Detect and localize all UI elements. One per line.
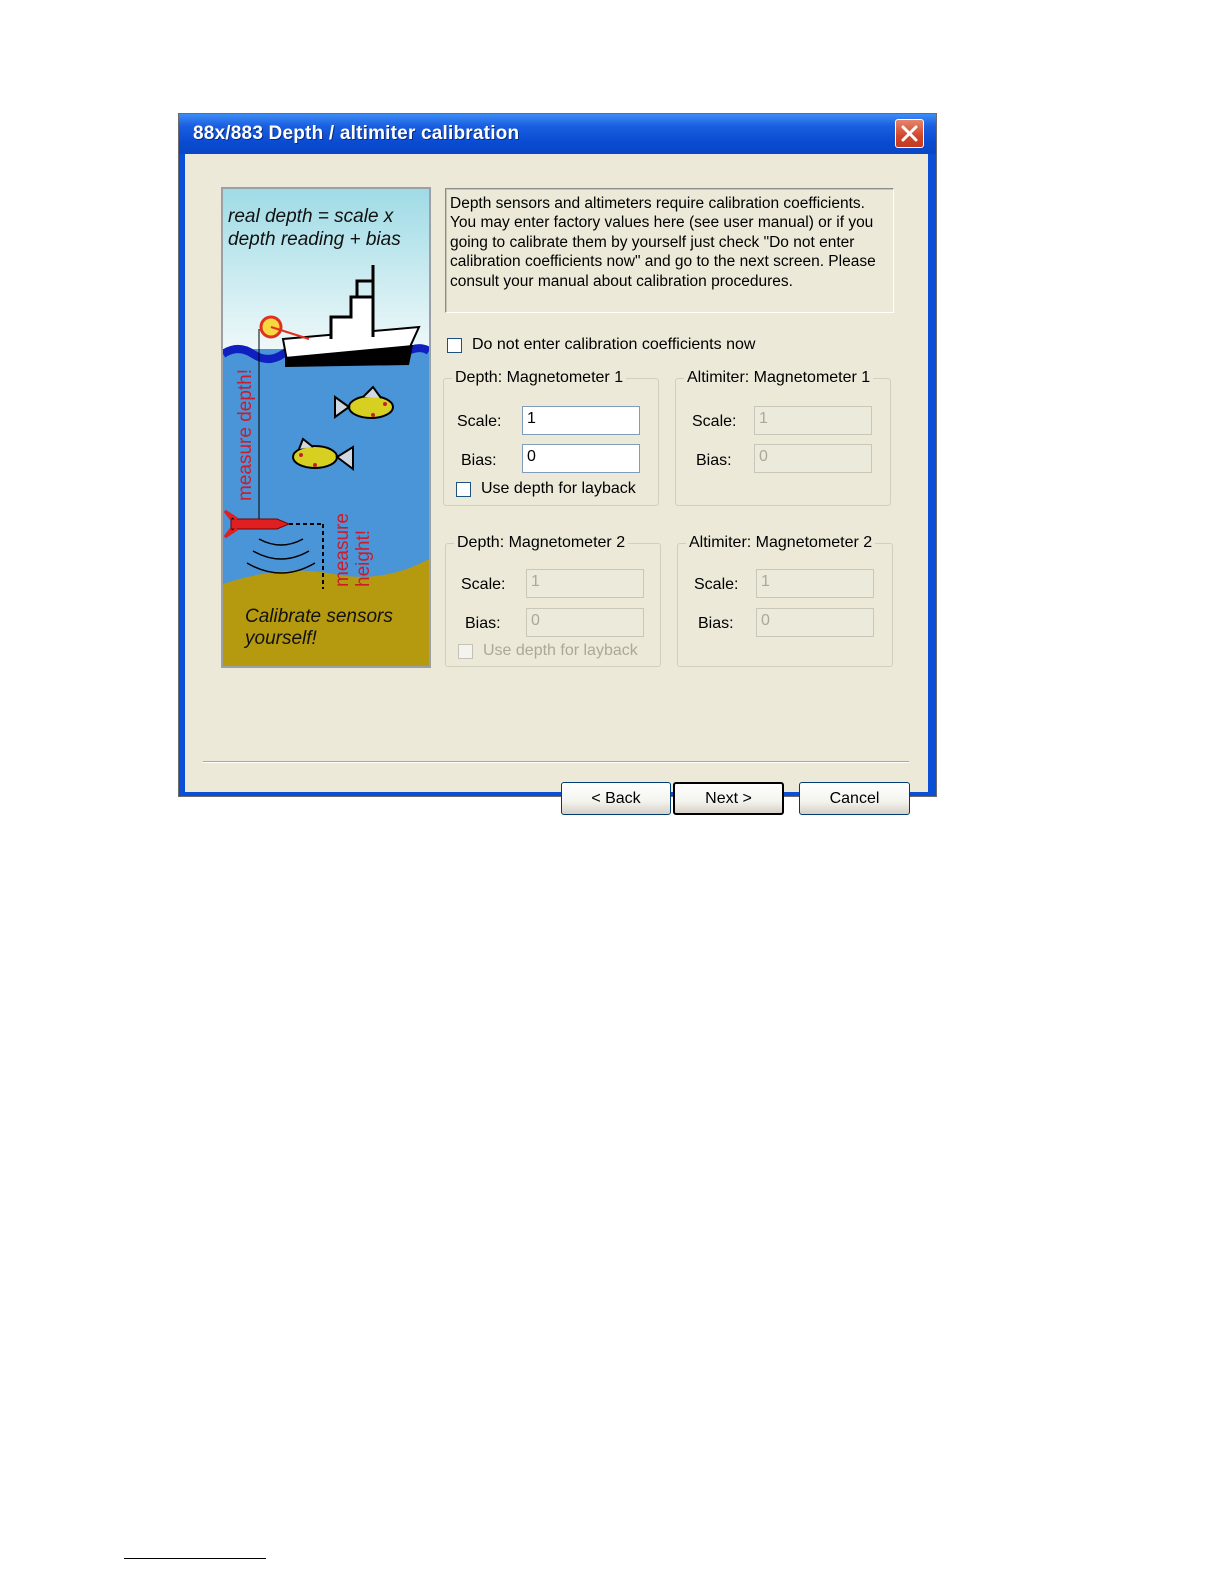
dialog-window: [178, 113, 937, 807]
calibrate-yourself-text: Calibrate sensors yourself!: [245, 606, 393, 649]
measure-height-label-2: height!: [353, 529, 374, 587]
title-bar[interactable]: [179, 114, 936, 154]
group-title: Altimiter: Magnetometer 1: [684, 369, 873, 387]
group-depth-magnetometer-1: [443, 369, 659, 506]
alt1-scale-input[interactable]: 1: [754, 406, 872, 435]
layback-label: Use depth for layback: [481, 480, 636, 497]
alt1-bias-input[interactable]: 0: [754, 444, 872, 473]
description-box: Depth sensors and altimeters require calibration coefficients. You may enter factory values here (see user manual) or if you going to calibrate them by yourself just check "Do not enter calibration coefficients now" and go to the next screen. Please consult your manual about calibration procedures.: [445, 188, 894, 313]
checkbox-box[interactable]: [447, 338, 462, 353]
group-altimiter-magnetometer-2: [677, 534, 893, 667]
depth2-layback-checkbox[interactable]: [458, 642, 638, 660]
close-button[interactable]: [895, 119, 924, 148]
alt2-bias-input[interactable]: 0: [756, 608, 874, 637]
cancel-button[interactable]: Cancel: [799, 782, 910, 815]
depth2-scale-input[interactable]: 1: [526, 569, 644, 598]
checkbox-box[interactable]: [458, 644, 473, 659]
bias-label: Bias:: [696, 452, 732, 469]
group-title: Depth: Magnetometer 1: [452, 369, 626, 387]
bias-label: Bias:: [465, 615, 501, 632]
formula-text: real depth = scale x depth reading + bias: [228, 206, 401, 250]
bias-label: Bias:: [698, 615, 734, 632]
calibration-illustration: [221, 187, 431, 668]
group-altimiter-magnetometer-1: [675, 369, 891, 506]
group-depth-magnetometer-2: [445, 534, 661, 667]
measure-depth-label: measure depth!: [235, 368, 256, 501]
back-button[interactable]: < Back: [561, 782, 671, 815]
scale-label: Scale:: [457, 413, 502, 430]
checkbox-box[interactable]: [456, 482, 471, 497]
group-title: Depth: Magnetometer 2: [454, 534, 628, 552]
window-title: 88x/883 Depth / altimiter calibration: [193, 123, 520, 144]
dialog-body: [185, 154, 928, 807]
depth2-bias-input[interactable]: 0: [526, 608, 644, 637]
footnote-rule: [124, 1558, 266, 1559]
bias-label: Bias:: [461, 452, 497, 469]
separator: [203, 761, 909, 763]
depth1-scale-input[interactable]: 1: [522, 406, 640, 435]
layback-label: Use depth for layback: [483, 642, 638, 659]
scale-label: Scale:: [694, 576, 739, 593]
skip-calibration-label: Do not enter calibration coefficients now: [472, 336, 756, 353]
depth1-bias-input[interactable]: 0: [522, 444, 640, 473]
group-title: Altimiter: Magnetometer 2: [686, 534, 875, 552]
next-button[interactable]: Next >: [673, 782, 784, 815]
close-icon: [901, 125, 918, 142]
skip-calibration-checkbox[interactable]: [447, 336, 755, 354]
scale-label: Scale:: [692, 413, 737, 430]
alt2-scale-input[interactable]: 1: [756, 569, 874, 598]
depth1-layback-checkbox[interactable]: [456, 480, 636, 498]
scale-label: Scale:: [461, 576, 506, 593]
measure-height-label-1: measure: [332, 513, 353, 587]
